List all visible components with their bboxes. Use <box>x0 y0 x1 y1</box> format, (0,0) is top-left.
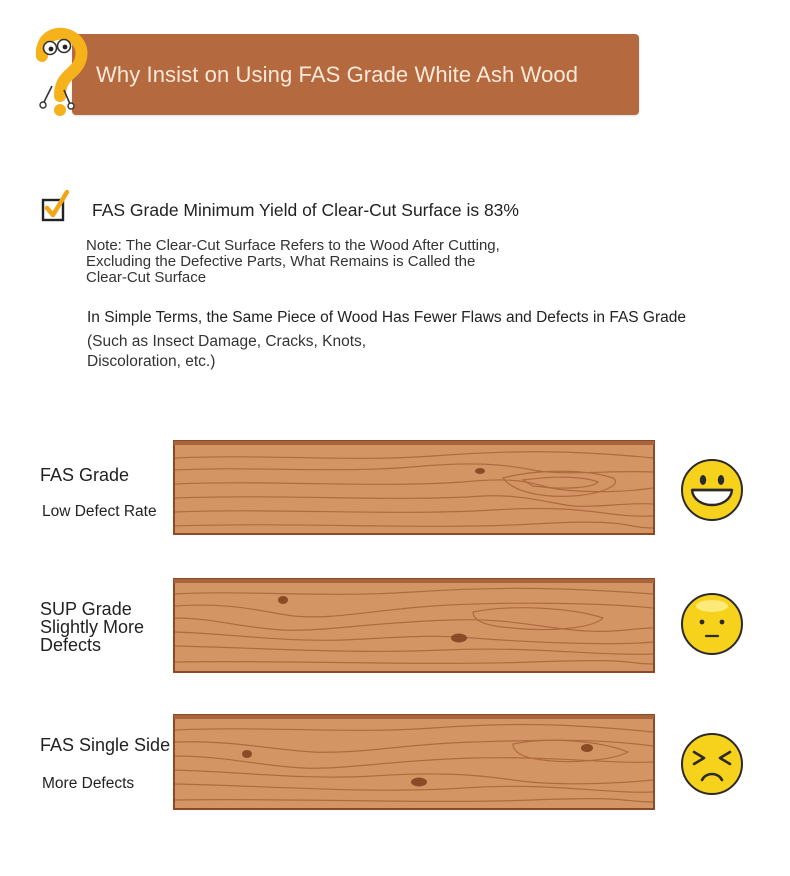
checkbox-checked-icon <box>40 188 72 224</box>
grade-label-block <box>40 600 160 654</box>
grade-name: SUP Grade <box>40 599 132 619</box>
wood-board-sup <box>173 578 655 673</box>
grade-name: FAS Single Side <box>40 735 171 755</box>
question-mark-character-icon <box>28 26 88 118</box>
grade-description: Slightly More Defects <box>40 617 145 655</box>
grinning-face-icon <box>680 458 744 522</box>
wood-board-fas-single-side <box>173 714 655 810</box>
key-point-title: FAS Grade Minimum Yield of Clear-Cut Surface is 83% <box>92 200 519 220</box>
grade-description: More Defects <box>42 775 135 792</box>
defect-examples-text: (Such as Insect Damage, Cracks, Knots, Discoloration, etc.) <box>87 333 367 370</box>
neutral-face-icon <box>680 592 744 656</box>
simple-terms-text: In Simple Terms, the Same Piece of Wood Has Fewer Flaws and Defects in FAS Grade <box>87 309 687 326</box>
grade-name: FAS Grade <box>40 465 130 485</box>
wood-board-fas <box>173 440 655 535</box>
grade-description: Low Defect Rate <box>42 503 157 520</box>
squinting-frown-face-icon <box>680 732 744 796</box>
clear-cut-note: Note: The Clear-Cut Surface Refers to the Wood After Cutting, Excluding the Defective Parts, What Remains is Called the Clear-Cut Surface <box>86 237 500 286</box>
page-title: Why Insist on Using FAS Grade White Ash Wood <box>96 62 579 87</box>
